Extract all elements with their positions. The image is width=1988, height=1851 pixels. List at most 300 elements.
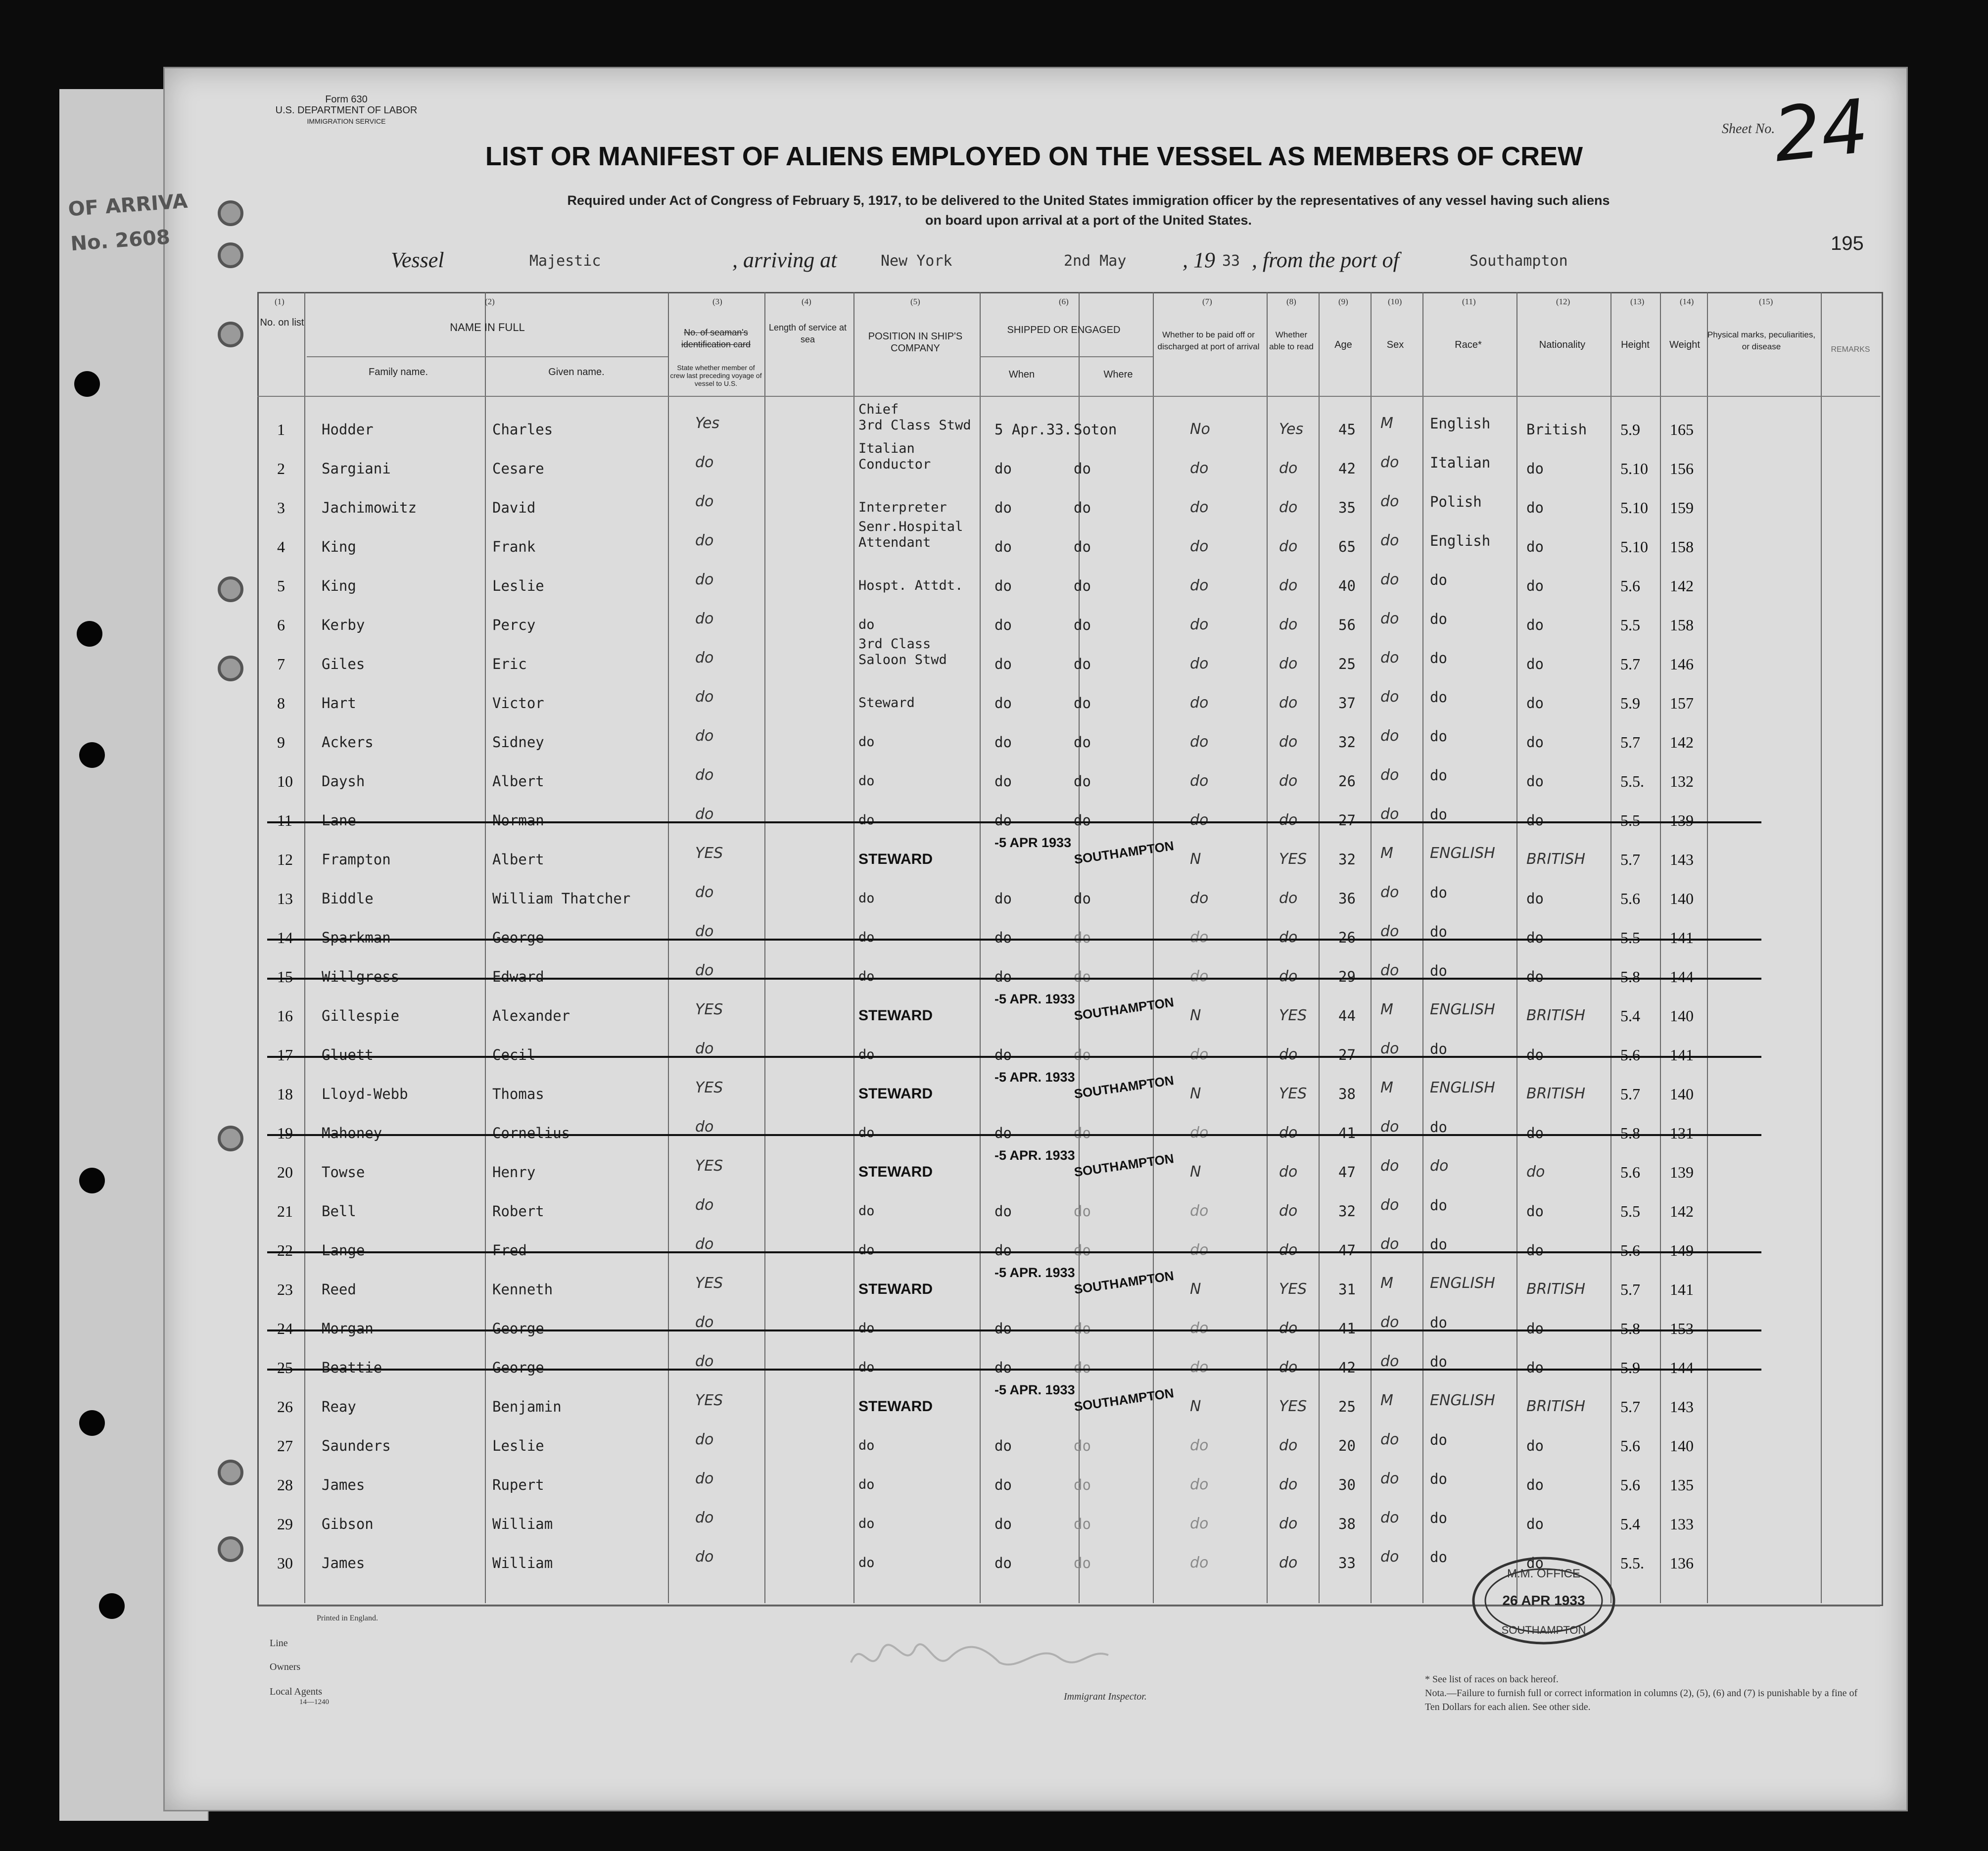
cell-when: do [994,890,1012,907]
cell-read: do [1279,1163,1298,1181]
cell-when: do [994,1125,1012,1141]
column-number: (9) [1338,297,1348,306]
cell-when: -5 APR. 1933 [994,1265,1075,1280]
cell-paid: do [1190,499,1209,516]
cell-read: YES [1279,1398,1307,1415]
col-header-position: POSITION IN SHIP'S COMPANY [868,331,963,354]
cell-no: 28 [277,1476,293,1494]
cell-height: 5.6 [1620,1241,1640,1259]
cell-position: STEWARD [858,1398,933,1415]
column-number: (1) [275,297,284,306]
cell-given: Sidney [492,734,544,751]
cell-sex: do [1380,1314,1399,1331]
column-divider [1660,292,1661,1603]
cell-card: do [695,1470,714,1487]
document-subtitle [421,190,1756,230]
col-header-weight: Weight [1669,339,1700,350]
cell-paid: do [1190,1046,1209,1063]
cell-read: YES [1279,1085,1307,1102]
col-header-shipped: SHIPPED OR ENGAGED [1007,325,1121,335]
cell-position: do [858,617,875,632]
cell-family: Hart [322,695,356,712]
cell-when: do [994,695,1012,712]
binding-ring-hole [218,656,243,681]
cell-weight: 135 [1670,1476,1694,1494]
cell-read: do [1279,1476,1298,1493]
cell-race: do [1430,1314,1447,1331]
cell-sex: do [1380,1548,1399,1566]
cell-sex: do [1380,493,1399,510]
cell-weight: 153 [1670,1320,1694,1337]
vessel-name: Majestic [529,252,601,270]
cell-where: do [1074,1555,1091,1571]
cell-race: do [1430,1157,1449,1175]
cell-weight: 140 [1670,890,1694,907]
cell-when: 5 Apr.33. [994,421,1073,438]
binding-ring-hole [218,1126,243,1151]
column-number: (6) [1059,297,1069,306]
cell-paid: N [1190,1007,1201,1024]
cell-sex: do [1380,1235,1399,1253]
cell-no: 19 [277,1124,293,1142]
column-divider [1153,292,1154,1603]
footnote [1425,1672,1870,1714]
cell-card: YES [695,1001,723,1018]
cell-race: ENGLISH [1430,845,1495,862]
col-header-nationality: Nationality [1539,339,1586,350]
cell-age: 35 [1338,499,1356,516]
stamp-top-text: M.M. OFFICE [1507,1567,1580,1580]
cell-when: do [994,968,1012,985]
cell-weight: 139 [1670,1163,1694,1181]
cell-no: 6 [277,616,285,634]
column-number: (13) [1630,297,1645,306]
cell-family: Towse [322,1164,365,1181]
binding-hole [79,742,105,768]
cell-read: do [1279,499,1298,516]
cell-paid: do [1190,577,1209,594]
from-port: Southampton [1469,252,1568,270]
strike-line [267,1134,1761,1136]
cell-nationality: BRITISH [1526,1281,1586,1298]
arriving-port: New York [881,252,952,270]
cell-weight: 141 [1670,1046,1694,1064]
cell-age: 41 [1338,1125,1356,1141]
cell-height: 5.6 [1620,890,1640,907]
table-bottom-rule [257,1606,1880,1607]
cell-read: YES [1279,851,1307,868]
cell-no: 21 [277,1202,293,1220]
cell-family: Lloyd-Webb [322,1086,408,1102]
cell-race: do [1430,1353,1447,1370]
cell-nationality: do [1526,1516,1544,1532]
binding-ring-hole [218,242,243,268]
col-header-sex: Sex [1386,339,1404,350]
cell-height: 5.8 [1620,968,1640,986]
cell-nationality: do [1526,812,1544,829]
cell-paid: do [1190,733,1209,751]
cell-weight: 158 [1670,538,1694,556]
cell-no: 15 [277,968,293,986]
cell-card: do [695,766,714,784]
cell-paid: N [1190,1398,1201,1415]
cell-nationality: do [1526,1476,1544,1493]
binding-hole [79,1410,105,1436]
cell-age: 32 [1338,734,1356,751]
cell-height: 5.6 [1620,1437,1640,1455]
cell-no: 13 [277,890,293,907]
cell-nationality: do [1526,1163,1545,1181]
cell-no: 12 [277,851,293,868]
cell-race: do [1430,806,1447,823]
col-header-paid: Whether to be paid off or discharged at port of arrival [1157,330,1260,351]
cell-age: 38 [1338,1516,1356,1532]
stamp-bottom-text: SOUTHAMPTON [1501,1624,1586,1636]
cell-race: do [1430,1471,1447,1487]
cell-card: do [695,1548,714,1566]
cell-height: 5.7 [1620,655,1640,673]
column-number: (3) [712,297,722,306]
strike-line [267,1056,1761,1058]
cell-sex: do [1380,727,1399,745]
cell-no: 18 [277,1085,293,1103]
cell-no: 11 [277,811,292,829]
binding-ring-hole [218,1460,243,1485]
cell-position: Interpreter [858,500,947,515]
cell-sex: do [1380,1509,1399,1526]
column-number: (15) [1759,297,1773,306]
cell-given: Eric [492,656,527,672]
cell-nationality: BRITISH [1526,851,1586,868]
cell-weight: 143 [1670,851,1694,868]
cell-position: do [858,891,875,906]
inspector-signature [841,1628,1118,1682]
cell-given: Percy [492,617,536,633]
cell-race: ENGLISH [1430,1392,1495,1409]
cell-weight: 132 [1670,772,1694,790]
cell-position: do [858,1516,875,1531]
cell-when: do [994,656,1012,672]
cell-when: -5 APR 1933 [994,835,1072,850]
cell-read: do [1279,1515,1298,1532]
cell-height: 5.5. [1620,772,1644,790]
cell-read: do [1279,1202,1298,1220]
cell-paid: do [1190,1554,1209,1571]
cell-card: do [695,962,714,979]
col-header-given: Given name. [548,367,605,378]
page-number: 195 [1831,233,1864,254]
footnote-nota: Nota.—Failure to furnish full or correct information in columns (2), (5), (6) and (7) is punishable by a fine of Ten Dollars for each alien. See other side. [1425,1688,1858,1712]
cell-position: do [858,1125,875,1140]
cell-position: do [858,1203,875,1219]
cell-no: 8 [277,694,285,712]
header-divider [980,356,1153,357]
arrival-tag-number: No. 2608 [70,226,171,256]
cell-read: do [1279,1320,1298,1337]
cell-where: do [1074,460,1091,477]
cell-given: William [492,1555,553,1571]
cell-no: 26 [277,1398,293,1416]
column-divider [853,292,854,1603]
cell-where: do [1074,1125,1091,1141]
cell-read: YES [1279,1281,1307,1298]
cell-age: 45 [1338,421,1356,438]
line-label: Line [270,1638,288,1649]
cell-position: Steward [858,695,915,711]
cell-sex: M [1380,1275,1393,1292]
cell-height: 5.5 [1620,929,1640,947]
cell-weight: 140 [1670,1007,1694,1025]
cell-paid: do [1190,1476,1209,1493]
binding-hole [79,1168,105,1193]
cell-where: do [1074,499,1091,516]
cell-weight: 136 [1670,1554,1694,1572]
cell-card: do [695,1040,714,1057]
cell-card: do [695,532,714,549]
column-divider [1610,292,1611,1603]
cell-weight: 139 [1670,811,1694,829]
cell-where: do [1074,968,1091,985]
cell-no: 4 [277,538,285,556]
cell-family: Reed [322,1281,356,1298]
cell-sex: do [1380,806,1399,823]
cell-family: Bell [322,1203,356,1220]
cell-height: 5.4 [1620,1515,1640,1533]
cell-age: 20 [1338,1437,1356,1454]
cell-when: -5 APR. 1933 [994,992,1075,1006]
cell-weight: 144 [1670,1359,1694,1376]
cell-height: 5.10 [1620,538,1648,556]
cell-card: YES [695,1392,723,1409]
cell-paid: do [1190,1359,1209,1376]
cell-sex: do [1380,1157,1399,1175]
cell-no: 24 [277,1320,293,1337]
cell-when: do [994,460,1012,477]
column-divider [304,292,305,1603]
cell-age: 38 [1338,1086,1356,1102]
cell-position: STEWARD [858,1007,933,1024]
cell-where: SOUTHAMPTON [1073,838,1175,867]
cell-where: do [1074,1046,1091,1063]
cell-paid: do [1190,616,1209,633]
col-header-race: Race* [1455,339,1482,350]
cell-position: STEWARD [858,1281,933,1297]
cell-paid: No [1190,421,1210,438]
cell-position: Italian Conductor [858,441,931,472]
cell-sex: do [1380,571,1399,588]
cell-height: 5.7 [1620,733,1640,751]
cell-paid: do [1190,1202,1209,1220]
cell-race: do [1430,728,1447,745]
cell-height: 5.6 [1620,577,1640,595]
cell-position: STEWARD [858,1164,933,1180]
col-header-no: No. on list [260,317,304,328]
cell-nationality: do [1526,1046,1544,1063]
cell-position: STEWARD [858,851,933,867]
cell-weight: 141 [1670,929,1694,947]
binding-ring-hole [218,322,243,347]
cell-paid: N [1190,851,1201,868]
cell-read: do [1279,1554,1298,1571]
cell-given: Benjamin [492,1398,562,1415]
vessel-line [391,247,1677,277]
cell-given: Charles [492,421,553,438]
cell-read: do [1279,929,1298,946]
cell-race: do [1430,650,1447,666]
cell-paid: do [1190,772,1209,790]
cell-paid: do [1190,890,1209,907]
cell-nationality: do [1526,1437,1544,1454]
strike-line [267,939,1761,941]
cell-height: 5.7 [1620,851,1640,868]
col-header-when: When [1008,369,1035,380]
cell-sex: do [1380,1196,1399,1214]
cell-where: SOUTHAMPTON [1073,1073,1175,1101]
cell-race: do [1430,1041,1447,1057]
cell-paid: N [1190,1281,1201,1298]
cell-race: do [1430,689,1447,706]
cell-family: Beattie [322,1359,382,1376]
cell-paid: do [1190,1515,1209,1532]
cell-when: do [994,773,1012,790]
cell-when: -5 APR. 1933 [994,1382,1075,1397]
cell-weight: 149 [1670,1241,1694,1259]
cell-family: Hodder [322,421,374,438]
cell-height: 5.9 [1620,1359,1640,1376]
column-divider [1516,292,1517,1603]
year-suffix: 33 [1222,252,1240,270]
cell-sex: do [1380,532,1399,549]
cell-race: do [1430,1549,1447,1566]
binding-ring-hole [218,576,243,602]
cell-family: Lane [322,812,356,829]
cell-read: do [1279,538,1298,555]
cell-card: do [695,923,714,940]
cell-age: 29 [1338,968,1356,985]
cell-card: do [695,493,714,510]
cell-card: Yes [695,415,720,432]
department-name: U.S. DEPARTMENT OF LABOR [275,105,418,116]
cell-age: 26 [1338,929,1356,946]
col-header-where: Where [1103,369,1133,380]
cell-height: 5.5 [1620,616,1640,634]
arrival-tag [67,184,191,262]
column-number: (7) [1202,297,1212,306]
column-number: (4) [802,297,811,306]
cell-where: do [1074,773,1091,790]
cell-card: YES [695,1275,723,1292]
cell-nationality: do [1526,929,1544,946]
cell-height: 5.5. [1620,1554,1644,1572]
cell-race: ENGLISH [1430,1001,1495,1018]
local-agents-code: 14—1240 [299,1698,329,1706]
cell-sex: do [1380,766,1399,784]
arriving-label: , arriving at [732,248,837,272]
cell-given: Rupert [492,1476,544,1493]
cell-height: 5.10 [1620,460,1648,477]
cell-when: do [994,1555,1012,1571]
cell-when: do [994,734,1012,751]
cell-nationality: BRITISH [1526,1007,1586,1024]
binding-hole [74,371,100,397]
cell-position: Senr.Hospital Attendant [858,519,963,550]
cell-family: James [322,1476,365,1493]
cell-no: 9 [277,733,285,751]
cell-read: Yes [1279,421,1304,438]
cell-race: do [1430,767,1447,784]
cell-race: English [1430,532,1491,549]
cell-race: do [1430,571,1447,588]
cell-height: 5.6 [1620,1046,1640,1064]
cell-position: do [858,1555,875,1570]
cell-sex: M [1380,1001,1393,1018]
cell-read: do [1279,1359,1298,1376]
cell-sex: do [1380,1040,1399,1057]
binding-ring-hole [218,1536,243,1562]
from-port-label: , from the port of [1252,248,1399,272]
cell-nationality: do [1526,538,1544,555]
cell-nationality: do [1526,1242,1544,1259]
cell-paid: do [1190,655,1209,672]
cell-nationality: do [1526,695,1544,712]
cell-given: George [492,1359,544,1376]
cell-race: do [1430,611,1447,627]
cell-when: do [994,929,1012,946]
cell-position: do [858,1360,875,1375]
cell-where: do [1074,1359,1091,1376]
cell-age: 27 [1338,812,1356,829]
cell-paid: do [1190,1437,1209,1454]
cell-no: 10 [277,772,293,790]
cell-family: Sargiani [322,460,391,477]
cell-when: do [994,1437,1012,1454]
cell-weight: 142 [1670,577,1694,595]
cell-given: Cecil [492,1046,536,1063]
cell-position: do [858,1047,875,1062]
binding-ring-hole [218,200,243,226]
cell-sex: M [1380,845,1393,862]
column-divider [1319,292,1320,1603]
cell-age: 27 [1338,1046,1356,1063]
cell-position: do [858,1321,875,1336]
cell-card: do [695,1196,714,1214]
cell-nationality: do [1526,1555,1544,1571]
cell-paid: do [1190,694,1209,712]
cell-no: 17 [277,1046,293,1064]
column-number: (11) [1462,297,1476,306]
col-header-service: Length of service at sea [768,323,847,344]
cell-age: 25 [1338,1398,1356,1415]
cell-weight: 158 [1670,616,1694,634]
subtitle-line: on board upon arrival at a port of the United States. [925,213,1252,228]
cell-where: do [1074,1320,1091,1337]
cell-weight: 140 [1670,1437,1694,1455]
cell-card: do [695,727,714,745]
year-prefix: , 19 [1183,248,1215,272]
cell-where: do [1074,890,1091,907]
cell-nationality: do [1526,499,1544,516]
cell-read: do [1279,694,1298,712]
cell-height: 5.8 [1620,1320,1640,1337]
cell-no: 1 [277,421,285,438]
cell-card: do [695,884,714,901]
cell-given: George [492,1320,544,1337]
cell-given: Kenneth [492,1281,553,1298]
cell-family: Reay [322,1398,356,1415]
cell-sex: do [1380,454,1399,471]
cell-read: YES [1279,1007,1307,1024]
cell-family: Gillespie [322,1007,400,1024]
